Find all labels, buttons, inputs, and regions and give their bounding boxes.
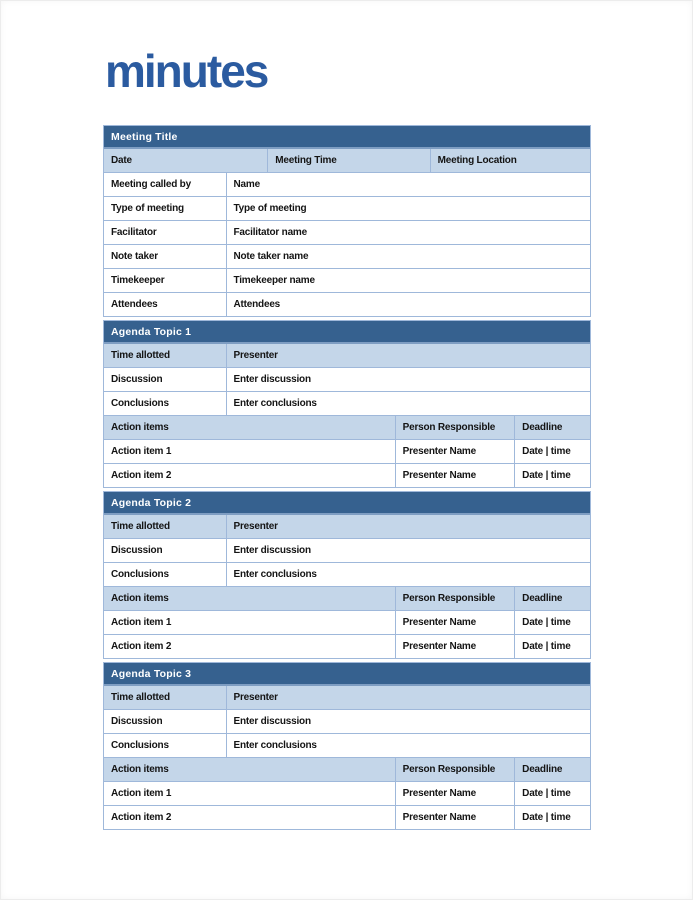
- action-item-row: [104, 610, 590, 634]
- document-title: minutes: [105, 45, 268, 97]
- discussion-value: Enter discussion: [226, 539, 591, 562]
- action-item-person: Presenter Name: [395, 464, 515, 487]
- conclusions-value: Enter conclusions: [226, 392, 591, 415]
- conclusions-row: [104, 391, 590, 415]
- table-row: [104, 172, 590, 196]
- action-item-person: Presenter Name: [395, 635, 515, 658]
- action-item-row: [104, 439, 590, 463]
- action-item-person: Presenter Name: [395, 440, 515, 463]
- action-item-deadline: Date | time: [514, 611, 590, 634]
- discussion-label: Discussion: [111, 545, 163, 556]
- timekeeper-value: Timekeeper name: [226, 269, 591, 292]
- table-row: [104, 244, 590, 268]
- conclusions-label: Conclusions: [111, 398, 169, 409]
- meeting-info-table: [103, 125, 591, 317]
- action-item-person: Presenter Name: [395, 806, 515, 829]
- action-items-header-row: [104, 415, 590, 439]
- note-taker-label: Note taker: [111, 251, 158, 262]
- action-items-label: Action items: [111, 593, 169, 604]
- date-time-location-row: [104, 149, 590, 172]
- action-item-row: [104, 634, 590, 658]
- conclusions-row: [104, 562, 590, 586]
- person-responsible-label: Person Responsible: [395, 758, 515, 781]
- conclusions-label: Conclusions: [111, 740, 169, 751]
- time-allotted-label: Time allotted: [111, 350, 170, 361]
- person-responsible-label: Person Responsible: [395, 416, 515, 439]
- deadline-label: Deadline: [514, 758, 590, 781]
- action-item-name: Action item 2: [111, 470, 172, 481]
- agenda-topic-3-header: Agenda Topic 3: [104, 663, 590, 686]
- date-label: Date: [111, 155, 132, 166]
- attendees-label: Attendees: [111, 299, 158, 310]
- presenter-label: Presenter: [226, 515, 591, 538]
- agenda-topic-1-table: [103, 320, 591, 488]
- conclusions-label: Conclusions: [111, 569, 169, 580]
- time-allotted-row: [104, 515, 590, 538]
- table-row: [104, 220, 590, 244]
- action-item-row: [104, 463, 590, 487]
- facilitator-label: Facilitator: [111, 227, 157, 238]
- discussion-label: Discussion: [111, 374, 163, 385]
- discussion-value: Enter discussion: [226, 710, 591, 733]
- agenda-topic-1-header: Agenda Topic 1: [104, 321, 590, 344]
- action-item-person: Presenter Name: [395, 782, 515, 805]
- meeting-called-by-label: Meeting called by: [111, 179, 191, 190]
- type-of-meeting-value: Type of meeting: [226, 197, 591, 220]
- action-item-name: Action item 2: [111, 812, 172, 823]
- agenda-topic-2-header: Agenda Topic 2: [104, 492, 590, 515]
- note-taker-value: Note taker name: [226, 245, 591, 268]
- action-item-deadline: Date | time: [514, 464, 590, 487]
- table-row: [104, 196, 590, 220]
- action-item-person: Presenter Name: [395, 611, 515, 634]
- action-item-deadline: Date | time: [514, 635, 590, 658]
- discussion-row: [104, 709, 590, 733]
- deadline-label: Deadline: [514, 587, 590, 610]
- table-row: [104, 292, 590, 316]
- deadline-label: Deadline: [514, 416, 590, 439]
- agenda-topic-3-table: [103, 662, 591, 830]
- action-item-name: Action item 2: [111, 641, 172, 652]
- time-allotted-label: Time allotted: [111, 521, 170, 532]
- meeting-location-label: Meeting Location: [430, 149, 590, 172]
- discussion-label: Discussion: [111, 716, 163, 727]
- action-item-name: Action item 1: [111, 617, 172, 628]
- timekeeper-label: Timekeeper: [111, 275, 165, 286]
- discussion-value: Enter discussion: [226, 368, 591, 391]
- discussion-row: [104, 367, 590, 391]
- time-allotted-row: [104, 686, 590, 709]
- action-items-header-row: [104, 757, 590, 781]
- action-item-name: Action item 1: [111, 446, 172, 457]
- agenda-topic-2-table: [103, 491, 591, 659]
- person-responsible-label: Person Responsible: [395, 587, 515, 610]
- conclusions-row: [104, 733, 590, 757]
- meeting-time-label: Meeting Time: [267, 149, 429, 172]
- minutes-document: [103, 125, 591, 833]
- action-item-row: [104, 805, 590, 829]
- meeting-called-by-value: Name: [226, 173, 591, 196]
- action-item-name: Action item 1: [111, 788, 172, 799]
- type-of-meeting-label: Type of meeting: [111, 203, 184, 214]
- presenter-label: Presenter: [226, 344, 591, 367]
- action-item-deadline: Date | time: [514, 440, 590, 463]
- conclusions-value: Enter conclusions: [226, 734, 591, 757]
- action-item-row: [104, 781, 590, 805]
- discussion-row: [104, 538, 590, 562]
- facilitator-value: Facilitator name: [226, 221, 591, 244]
- time-allotted-row: [104, 344, 590, 367]
- action-items-label: Action items: [111, 422, 169, 433]
- conclusions-value: Enter conclusions: [226, 563, 591, 586]
- meeting-title-header: Meeting Title: [104, 126, 590, 149]
- action-items-label: Action items: [111, 764, 169, 775]
- action-item-deadline: Date | time: [514, 806, 590, 829]
- table-row: [104, 268, 590, 292]
- time-allotted-label: Time allotted: [111, 692, 170, 703]
- attendees-value: Attendees: [226, 293, 591, 316]
- action-items-header-row: [104, 586, 590, 610]
- action-item-deadline: Date | time: [514, 782, 590, 805]
- presenter-label: Presenter: [226, 686, 591, 709]
